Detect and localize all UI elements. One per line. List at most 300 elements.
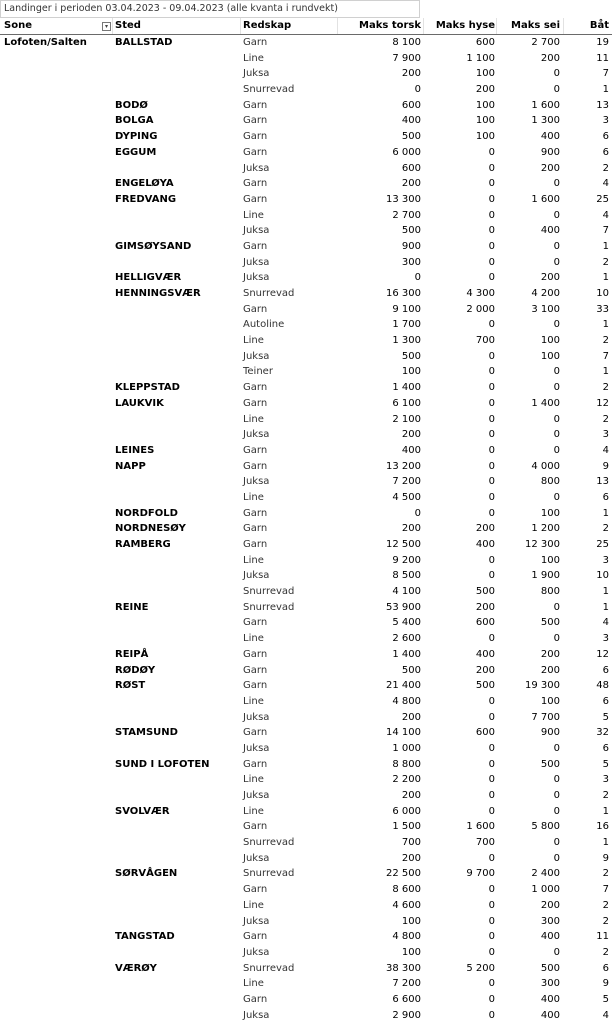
cell-sted: RØDØY <box>115 664 156 676</box>
table-row <box>0 364 612 380</box>
cell-maks-torsk: 0 <box>414 507 421 519</box>
cell-bat: 16 <box>596 821 609 833</box>
table-row <box>0 882 612 898</box>
cell-maks-hyse: 200 <box>475 84 495 96</box>
table-row <box>0 537 612 553</box>
cell-redskap: Garn <box>243 758 268 770</box>
cell-bat: 6 <box>602 742 609 754</box>
cell-maks-torsk: 200 <box>401 68 421 80</box>
cell-redskap: Garn <box>243 131 268 143</box>
cell-redskap: Teiner <box>243 366 273 378</box>
cell-maks-sei: 2 700 <box>531 37 560 48</box>
cell-maks-sei: 400 <box>540 131 560 143</box>
cell-redskap: Snurrevad <box>243 601 295 613</box>
cell-redskap: Juksa <box>243 68 270 80</box>
cell-bat: 6 <box>602 695 609 707</box>
cell-maks-sei: 200 <box>540 162 560 174</box>
cell-maks-sei: 200 <box>540 272 560 284</box>
cell-maks-sei: 0 <box>553 774 560 786</box>
cell-maks-torsk: 2 700 <box>392 209 421 221</box>
cell-sted: RAMBERG <box>115 539 171 550</box>
cell-redskap: Line <box>243 899 264 911</box>
cell-maks-torsk: 13 200 <box>386 460 421 472</box>
cell-maks-torsk: 4 100 <box>392 586 421 598</box>
table-row <box>0 333 612 349</box>
cell-maks-hyse: 500 <box>475 680 495 692</box>
cell-redskap: Juksa <box>243 852 270 864</box>
cell-maks-torsk: 4 800 <box>392 931 421 943</box>
table-row <box>0 631 612 647</box>
cell-maks-sei: 0 <box>553 742 560 754</box>
cell-bat: 9 <box>602 852 609 864</box>
cell-maks-torsk: 5 400 <box>392 617 421 629</box>
cell-maks-hyse: 0 <box>488 711 495 723</box>
cell-maks-sei: 800 <box>540 586 560 598</box>
cell-maks-sei: 500 <box>540 962 560 974</box>
cell-maks-sei: 200 <box>540 648 560 660</box>
cell-maks-torsk: 600 <box>401 99 421 111</box>
table-row <box>0 772 612 788</box>
cell-redskap: Juksa <box>243 946 270 958</box>
cell-bat: 3 <box>602 554 609 566</box>
cell-maks-torsk: 38 300 <box>386 962 421 974</box>
cell-maks-sei: 0 <box>553 84 560 96</box>
cell-maks-hyse: 100 <box>475 68 495 80</box>
table-row <box>0 710 612 726</box>
cell-maks-hyse: 100 <box>475 115 495 127</box>
cell-sted: GIMSØYSAND <box>115 240 192 252</box>
cell-maks-sei: 0 <box>553 601 560 613</box>
cell-maks-sei: 0 <box>553 444 560 456</box>
cell-maks-hyse: 4 300 <box>466 288 495 299</box>
cell-bat: 1 <box>602 837 609 849</box>
table-row <box>0 82 612 98</box>
cell-maks-torsk: 500 <box>401 225 421 237</box>
table-row <box>0 129 612 145</box>
cell-maks-hyse: 0 <box>488 742 495 754</box>
cell-sted: TANGSTAD <box>115 931 175 943</box>
cell-redskap: Juksa <box>243 790 270 801</box>
table-row <box>0 835 612 851</box>
cell-redskap: Garn <box>243 993 268 1005</box>
cell-maks-sei: 0 <box>553 319 560 331</box>
cell-maks-torsk: 200 <box>401 790 421 801</box>
table-row <box>0 961 612 977</box>
table-row <box>0 757 612 773</box>
cell-redskap: Garn <box>243 648 268 660</box>
cell-bat: 2 <box>602 868 609 880</box>
table-row <box>0 521 612 537</box>
header-sted[interactable]: Sted <box>115 20 141 31</box>
cell-bat: 6 <box>602 962 609 974</box>
cell-maks-torsk: 2 100 <box>392 413 421 425</box>
cell-bat: 3 <box>602 429 609 441</box>
header-bat[interactable]: Båt <box>589 20 609 31</box>
cell-maks-torsk: 16 300 <box>386 288 421 299</box>
cell-maks-torsk: 200 <box>401 852 421 864</box>
cell-maks-sei: 0 <box>553 805 560 817</box>
cell-bat: 2 <box>602 946 609 958</box>
cell-maks-torsk: 1 700 <box>392 319 421 331</box>
cell-maks-sei: 800 <box>540 476 560 488</box>
cell-redskap: Garn <box>243 37 268 48</box>
table-row <box>0 35 612 51</box>
table-row <box>0 506 612 522</box>
cell-maks-hyse: 0 <box>488 805 495 817</box>
column-divider <box>112 18 113 34</box>
cell-maks-hyse: 0 <box>488 852 495 864</box>
cell-redskap: Garn <box>243 303 268 315</box>
table-row <box>0 647 612 663</box>
cell-redskap: Garn <box>243 240 268 252</box>
cell-maks-hyse: 500 <box>475 586 495 598</box>
cell-maks-hyse: 200 <box>475 664 495 676</box>
cell-redskap: Line <box>243 633 264 645</box>
cell-maks-hyse: 0 <box>488 633 495 645</box>
table-row <box>0 380 612 396</box>
cell-maks-hyse: 0 <box>488 946 495 958</box>
cell-maks-hyse: 0 <box>488 240 495 252</box>
cell-maks-sei: 12 300 <box>525 539 560 550</box>
cell-sted: REIPÅ <box>115 648 149 660</box>
cell-maks-torsk: 13 300 <box>386 193 421 205</box>
cell-bat: 6 <box>602 131 609 143</box>
cell-maks-torsk: 2 900 <box>392 1009 421 1021</box>
cell-maks-hyse: 0 <box>488 382 495 394</box>
table-row <box>0 866 612 882</box>
cell-bat: 1 <box>602 586 609 598</box>
cell-maks-hyse: 0 <box>488 366 495 378</box>
cell-redskap: Line <box>243 413 264 425</box>
table-row <box>0 694 612 710</box>
cell-maks-sei: 900 <box>540 727 560 739</box>
cell-maks-torsk: 500 <box>401 131 421 143</box>
cell-maks-hyse: 0 <box>488 884 495 896</box>
cell-maks-sei: 1 300 <box>531 115 560 127</box>
cell-maks-torsk: 7 200 <box>392 978 421 990</box>
cell-bat: 4 <box>602 209 609 221</box>
table-row <box>0 788 612 804</box>
cell-maks-sei: 500 <box>540 758 560 770</box>
cell-maks-hyse: 9 700 <box>466 868 495 880</box>
cell-bat: 2 <box>602 335 609 347</box>
cell-bat: 9 <box>602 978 609 990</box>
cell-bat: 2 <box>602 382 609 394</box>
table-header <box>0 18 612 35</box>
table-row <box>0 317 612 333</box>
cell-maks-hyse: 0 <box>488 350 495 362</box>
cell-redskap: Juksa <box>243 350 270 362</box>
cell-maks-sei: 1 600 <box>531 193 560 205</box>
cell-maks-hyse: 0 <box>488 193 495 205</box>
cell-maks-torsk: 8 500 <box>392 570 421 582</box>
table-row <box>0 412 612 428</box>
cell-maks-sei: 1 000 <box>531 884 560 896</box>
cell-maks-torsk: 6 000 <box>392 146 421 158</box>
cell-redskap: Garn <box>243 931 268 943</box>
cell-sted: STAMSUND <box>115 727 178 739</box>
column-divider <box>423 18 424 34</box>
cell-redskap: Snurrevad <box>243 962 295 974</box>
cell-maks-hyse: 700 <box>475 837 495 849</box>
cell-maks-sei: 400 <box>540 1009 560 1021</box>
cell-maks-sei: 0 <box>553 68 560 80</box>
cell-bat: 13 <box>596 99 609 111</box>
cell-maks-hyse: 0 <box>488 915 495 927</box>
cell-redskap: Line <box>243 554 264 566</box>
cell-redskap: Garn <box>243 397 268 409</box>
table-row <box>0 113 612 129</box>
table-row <box>0 553 612 569</box>
cell-bat: 2 <box>602 790 609 801</box>
cell-bat: 6 <box>602 491 609 503</box>
table-row <box>0 161 612 177</box>
cell-bat: 10 <box>596 570 609 582</box>
cell-bat: 25 <box>596 193 609 205</box>
cell-maks-hyse: 0 <box>488 695 495 707</box>
table-row <box>0 51 612 67</box>
header-redskap[interactable]: Redskap <box>243 20 292 31</box>
cell-bat: 2 <box>602 915 609 927</box>
cell-maks-hyse: 1 100 <box>466 52 495 64</box>
table-body <box>0 35 612 1023</box>
cell-maks-torsk: 300 <box>401 256 421 268</box>
cell-bat: 33 <box>596 303 609 315</box>
cell-maks-hyse: 0 <box>488 319 495 331</box>
cell-bat: 13 <box>596 476 609 488</box>
cell-maks-torsk: 22 500 <box>386 868 421 880</box>
cell-maks-hyse: 2 000 <box>466 303 495 315</box>
cell-maks-sei: 200 <box>540 899 560 911</box>
cell-sted: EGGUM <box>115 146 157 158</box>
filter-icon[interactable]: ▾ <box>102 22 111 31</box>
cell-sted: DYPING <box>115 131 158 143</box>
cell-maks-sei: 100 <box>540 507 560 519</box>
cell-sted: HENNINGSVÆR <box>115 288 201 299</box>
cell-bat: 1 <box>602 805 609 817</box>
cell-maks-sei: 1 900 <box>531 570 560 582</box>
table-row <box>0 584 612 600</box>
header-sone[interactable]: Sone <box>4 20 32 31</box>
cell-sted: LEINES <box>115 444 155 456</box>
cell-bat: 1 <box>602 366 609 378</box>
cell-maks-sei: 1 400 <box>531 397 560 409</box>
cell-bat: 2 <box>602 256 609 268</box>
cell-bat: 2 <box>602 523 609 535</box>
cell-maks-torsk: 6 000 <box>392 805 421 817</box>
cell-maks-torsk: 100 <box>401 366 421 378</box>
cell-maks-sei: 0 <box>553 382 560 394</box>
cell-maks-sei: 0 <box>553 178 560 190</box>
cell-maks-sei: 200 <box>540 664 560 676</box>
cell-maks-torsk: 14 100 <box>386 727 421 739</box>
cell-sted: BOLGA <box>115 115 154 127</box>
cell-redskap: Juksa <box>243 1009 270 1021</box>
cell-maks-hyse: 0 <box>488 397 495 409</box>
cell-maks-hyse: 400 <box>475 539 495 550</box>
cell-bat: 48 <box>596 680 609 692</box>
cell-maks-torsk: 1 400 <box>392 382 421 394</box>
cell-maks-hyse: 100 <box>475 131 495 143</box>
table-row <box>0 568 612 584</box>
cell-maks-sei: 0 <box>553 837 560 849</box>
cell-redskap: Garn <box>243 727 268 739</box>
cell-sted: VÆRØY <box>115 962 157 974</box>
cell-maks-sei: 7 700 <box>531 711 560 723</box>
cell-bat: 1 <box>602 272 609 284</box>
cell-redskap: Garn <box>243 382 268 394</box>
header-maks-torsk[interactable]: Maks torsk <box>359 20 421 31</box>
cell-redskap: Juksa <box>243 256 270 268</box>
cell-maks-hyse: 600 <box>475 727 495 739</box>
cell-maks-torsk: 2 200 <box>392 774 421 786</box>
cell-maks-torsk: 2 600 <box>392 633 421 645</box>
cell-redskap: Snurrevad <box>243 868 295 880</box>
cell-bat: 1 <box>602 319 609 331</box>
cell-maks-sei: 300 <box>540 978 560 990</box>
cell-maks-torsk: 0 <box>414 84 421 96</box>
header-maks-sei[interactable]: Maks sei <box>511 20 560 31</box>
table-row <box>0 66 612 82</box>
cell-bat: 32 <box>596 727 609 739</box>
table-row <box>0 443 612 459</box>
table-row <box>0 819 612 835</box>
cell-maks-hyse: 200 <box>475 523 495 535</box>
cell-redskap: Garn <box>243 539 268 550</box>
cell-redskap: Autoline <box>243 319 285 331</box>
cell-maks-hyse: 600 <box>475 37 495 48</box>
cell-maks-hyse: 0 <box>488 162 495 174</box>
cell-maks-hyse: 200 <box>475 601 495 613</box>
cell-maks-torsk: 6 600 <box>392 993 421 1005</box>
cell-sted: FREDVANG <box>115 193 177 205</box>
cell-maks-hyse: 700 <box>475 335 495 347</box>
cell-bat: 7 <box>602 225 609 237</box>
cell-redskap: Garn <box>243 460 268 472</box>
cell-bat: 2 <box>602 413 609 425</box>
cell-bat: 5 <box>602 711 609 723</box>
table-row <box>0 192 612 208</box>
cell-bat: 11 <box>596 52 609 64</box>
cell-redskap: Garn <box>243 444 268 456</box>
cell-maks-torsk: 600 <box>401 162 421 174</box>
cell-maks-sei: 200 <box>540 52 560 64</box>
cell-maks-torsk: 4 800 <box>392 695 421 707</box>
cell-maks-hyse: 0 <box>488 1009 495 1021</box>
table-row <box>0 145 612 161</box>
cell-redskap: Juksa <box>243 742 270 754</box>
table-row <box>0 914 612 930</box>
cell-maks-torsk: 4 500 <box>392 491 421 503</box>
cell-bat: 9 <box>602 460 609 472</box>
column-divider <box>240 18 241 34</box>
table-row <box>0 945 612 961</box>
cell-maks-hyse: 0 <box>488 225 495 237</box>
cell-bat: 3 <box>602 633 609 645</box>
cell-sted: BALLSTAD <box>115 37 173 48</box>
cell-redskap: Garn <box>243 617 268 629</box>
cell-bat: 1 <box>602 240 609 252</box>
cell-redskap: Juksa <box>243 711 270 723</box>
cell-bat: 4 <box>602 178 609 190</box>
cell-maks-torsk: 1 400 <box>392 648 421 660</box>
table-row <box>0 255 612 271</box>
cell-maks-torsk: 0 <box>414 272 421 284</box>
table-row <box>0 1008 612 1024</box>
table-row <box>0 286 612 302</box>
cell-maks-torsk: 1 000 <box>392 742 421 754</box>
cell-maks-sei: 0 <box>553 852 560 864</box>
cell-maks-sei: 100 <box>540 695 560 707</box>
table-row <box>0 98 612 114</box>
cell-maks-hyse: 0 <box>488 429 495 441</box>
cell-sted: NORDNESØY <box>115 523 186 535</box>
cell-maks-torsk: 100 <box>401 946 421 958</box>
cell-maks-hyse: 600 <box>475 617 495 629</box>
table-row <box>0 396 612 412</box>
cell-maks-sei: 0 <box>553 209 560 221</box>
cell-redskap: Juksa <box>243 915 270 927</box>
table-row <box>0 302 612 318</box>
cell-maks-sei: 1 200 <box>531 523 560 535</box>
cell-redskap: Garn <box>243 193 268 205</box>
table-row <box>0 663 612 679</box>
cell-bat: 7 <box>602 884 609 896</box>
cell-maks-sei: 400 <box>540 993 560 1005</box>
cell-maks-torsk: 53 900 <box>386 601 421 613</box>
cell-maks-hyse: 0 <box>488 758 495 770</box>
cell-sted: KLEPPSTAD <box>115 382 180 394</box>
cell-bat: 12 <box>596 397 609 409</box>
table-row <box>0 459 612 475</box>
cell-redskap: Line <box>243 695 264 707</box>
table-row <box>0 851 612 867</box>
cell-maks-torsk: 1 300 <box>392 335 421 347</box>
cell-maks-sei: 900 <box>540 146 560 158</box>
cell-bat: 4 <box>602 617 609 629</box>
cell-maks-sei: 4 000 <box>531 460 560 472</box>
table-row <box>0 741 612 757</box>
cell-sted: REINE <box>115 601 149 613</box>
cell-maks-sei: 0 <box>553 413 560 425</box>
cell-redskap: Line <box>243 805 264 817</box>
cell-maks-hyse: 5 200 <box>466 962 495 974</box>
cell-maks-sei: 0 <box>553 491 560 503</box>
cell-maks-hyse: 0 <box>488 554 495 566</box>
cell-maks-sei: 100 <box>540 554 560 566</box>
header-maks-hyse[interactable]: Maks hyse <box>435 20 495 31</box>
cell-maks-torsk: 7 200 <box>392 476 421 488</box>
table-row <box>0 725 612 741</box>
cell-maks-torsk: 8 600 <box>392 884 421 896</box>
cell-sted: SUND I LOFOTEN <box>115 758 210 770</box>
cell-bat: 1 <box>602 84 609 96</box>
table-row <box>0 490 612 506</box>
cell-maks-sei: 0 <box>553 256 560 268</box>
cell-redskap: Line <box>243 209 264 221</box>
cell-maks-torsk: 200 <box>401 429 421 441</box>
cell-maks-torsk: 400 <box>401 115 421 127</box>
cell-bat: 25 <box>596 539 609 550</box>
cell-maks-sei: 400 <box>540 931 560 943</box>
cell-maks-sei: 0 <box>553 633 560 645</box>
cell-bat: 4 <box>602 1009 609 1021</box>
cell-redskap: Snurrevad <box>243 586 295 598</box>
cell-sted: BODØ <box>115 99 148 111</box>
cell-sted: NORDFOLD <box>115 507 178 519</box>
cell-redskap: Line <box>243 774 264 786</box>
table-row <box>0 239 612 255</box>
